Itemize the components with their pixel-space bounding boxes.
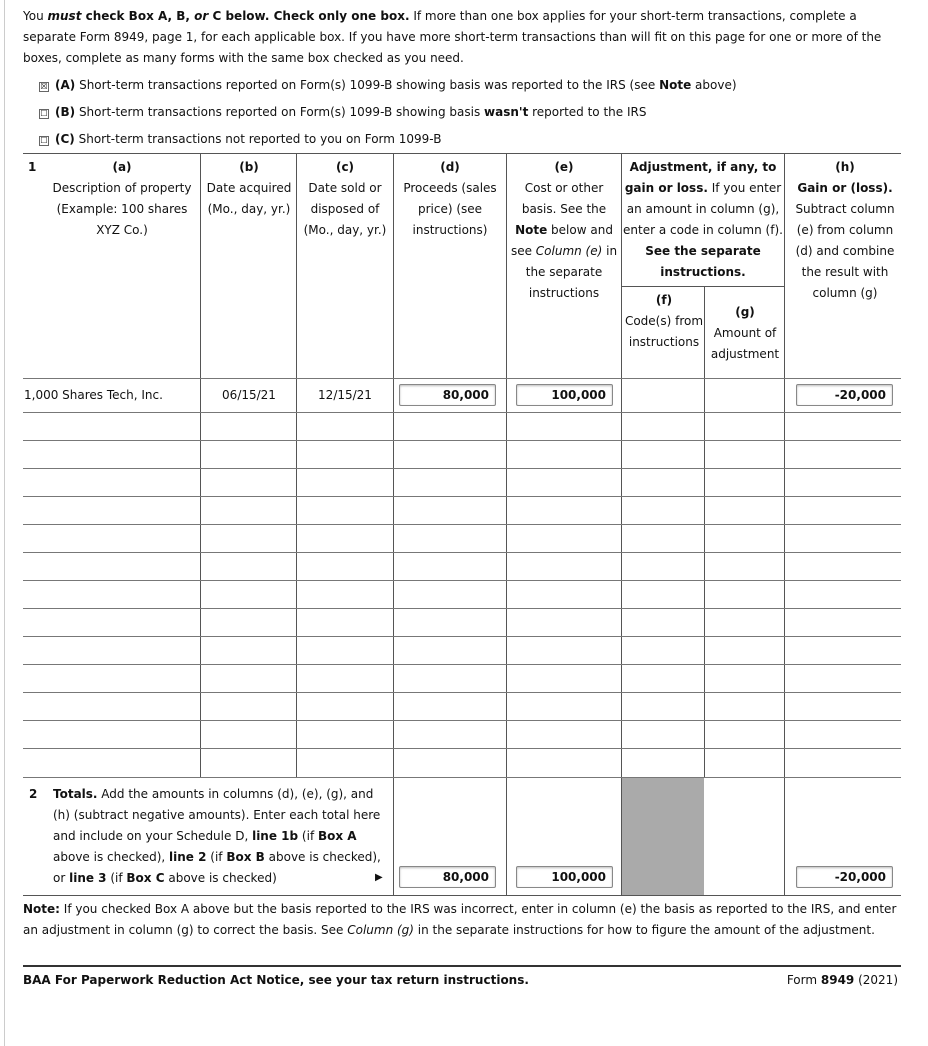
row-1-proceeds-input[interactable]: 80,000 xyxy=(399,384,496,406)
col-divider-c xyxy=(296,153,297,777)
adjustment-header: Adjustment, if any, to gain or loss. If you enter an amount in column (g), enter a code in column (f). See the separate instructions. xyxy=(623,160,783,279)
col-g-header: (g) Amount of adjustment xyxy=(710,305,780,361)
checkbox-c-row[interactable]: ☐ (C) Short-term transactions not reported to you on Form 1099-B xyxy=(40,132,442,146)
row-1-date-acquired: 06/15/21 xyxy=(222,388,276,402)
row-line xyxy=(23,412,901,413)
arrow-icon: ▶ xyxy=(375,872,383,883)
row-line xyxy=(23,664,901,665)
total-gain-loss-input[interactable]: -20,000 xyxy=(796,866,893,888)
row-line xyxy=(23,524,901,525)
row-line xyxy=(23,440,901,441)
col-divider-g xyxy=(704,286,705,777)
form-number: Form 8949 (2021) xyxy=(786,973,898,987)
row-line xyxy=(23,608,901,609)
row-line xyxy=(23,636,901,637)
checkbox-a[interactable]: ☒ xyxy=(40,82,48,91)
col-divider-b xyxy=(200,153,201,777)
row-line xyxy=(23,580,901,581)
line-2-number: 2 xyxy=(29,787,38,801)
row-line xyxy=(23,468,901,469)
col-h-header: (h) Gain or (loss). Subtract column (e) from column (d) and combine the result with column (g) xyxy=(795,160,895,300)
table-top-border xyxy=(23,153,901,154)
adjustment-subheader-line xyxy=(621,286,784,287)
row-line xyxy=(23,692,901,693)
checkbox-b[interactable]: ☐ xyxy=(40,109,48,118)
checkbox-b-row[interactable]: ☐ (B) Short-term transactions reported on Form(s) 1099-B showing basis wasn't reported to the IRS xyxy=(40,105,647,119)
baa-notice: BAA For Paperwork Reduction Act Notice, see your tax return instructions. xyxy=(23,973,529,987)
total-proceeds-input[interactable]: 80,000 xyxy=(399,866,496,888)
row-line xyxy=(23,496,901,497)
form-8949-page xyxy=(4,0,917,1046)
row-1-description: 1,000 Shares Tech, Inc. xyxy=(24,388,163,402)
note-text: Note: If you checked Box A above but the basis reported to the IRS was incorrect, enter in column (e) the basis as reported to the IRS, and enter an adjustment in column (g) to correct the basis. See Column (g) in the separate instructions for how to figure the amount of the adjustment. xyxy=(23,902,897,937)
col-e-header: (e) Cost or other basis. See the Note below and see Column (e) in the separate instructions xyxy=(510,160,618,300)
intro-text: You must check Box A, B, or C below. Check only one box. If more than one box applies for your short-term transactions, complete a separate Form 8949, page 1, for each applicable box. If you have more short-term transactions than will fit on this page for one or more of the boxes, complete as many forms with the same box checked as you need. xyxy=(23,9,882,65)
row-line xyxy=(23,720,901,721)
checkbox-a-row[interactable]: ☒ (A) Short-term transactions reported on Form(s) 1099-B showing basis was reported to the IRS (see Note above) xyxy=(40,78,737,92)
shaded-column-f-total xyxy=(622,778,704,895)
totals-bottom-line xyxy=(23,895,901,896)
col-b-header: (b) Date acquired (Mo., day, yr.) xyxy=(206,160,292,216)
row-line xyxy=(23,552,901,553)
col-d-header: (d) Proceeds (sales price) (see instructions) xyxy=(403,160,497,237)
rows-bottom-line xyxy=(23,777,901,778)
col-c-header: (c) Date sold or disposed of (Mo., day, yr.) xyxy=(303,160,387,237)
checkbox-c[interactable]: ☐ xyxy=(40,136,48,145)
row-1-date-sold: 12/15/21 xyxy=(318,388,372,402)
total-cost-basis-input[interactable]: 100,000 xyxy=(516,866,613,888)
totals-text: Totals. Add the amounts in columns (d), (e), (g), and (h) (subtract negative amounts). Enter each total here and include on your Schedule D, line 1b (if Box A above is checked), line 2 (if Box B above is checked), or line 3 (if Box C above is checked) xyxy=(53,787,381,885)
line-1-number: 1 xyxy=(28,160,37,174)
row-line xyxy=(23,748,901,749)
footer-line xyxy=(23,965,901,967)
col-a-header: (a) Description of property (Example: 100 shares XYZ Co.) xyxy=(52,160,192,237)
row-1-cost-basis-input[interactable]: 100,000 xyxy=(516,384,613,406)
col-f-header: (f) Code(s) from instructions xyxy=(624,293,704,349)
row-1-gain-loss-input[interactable]: -20,000 xyxy=(796,384,893,406)
header-bottom-line xyxy=(23,378,901,379)
